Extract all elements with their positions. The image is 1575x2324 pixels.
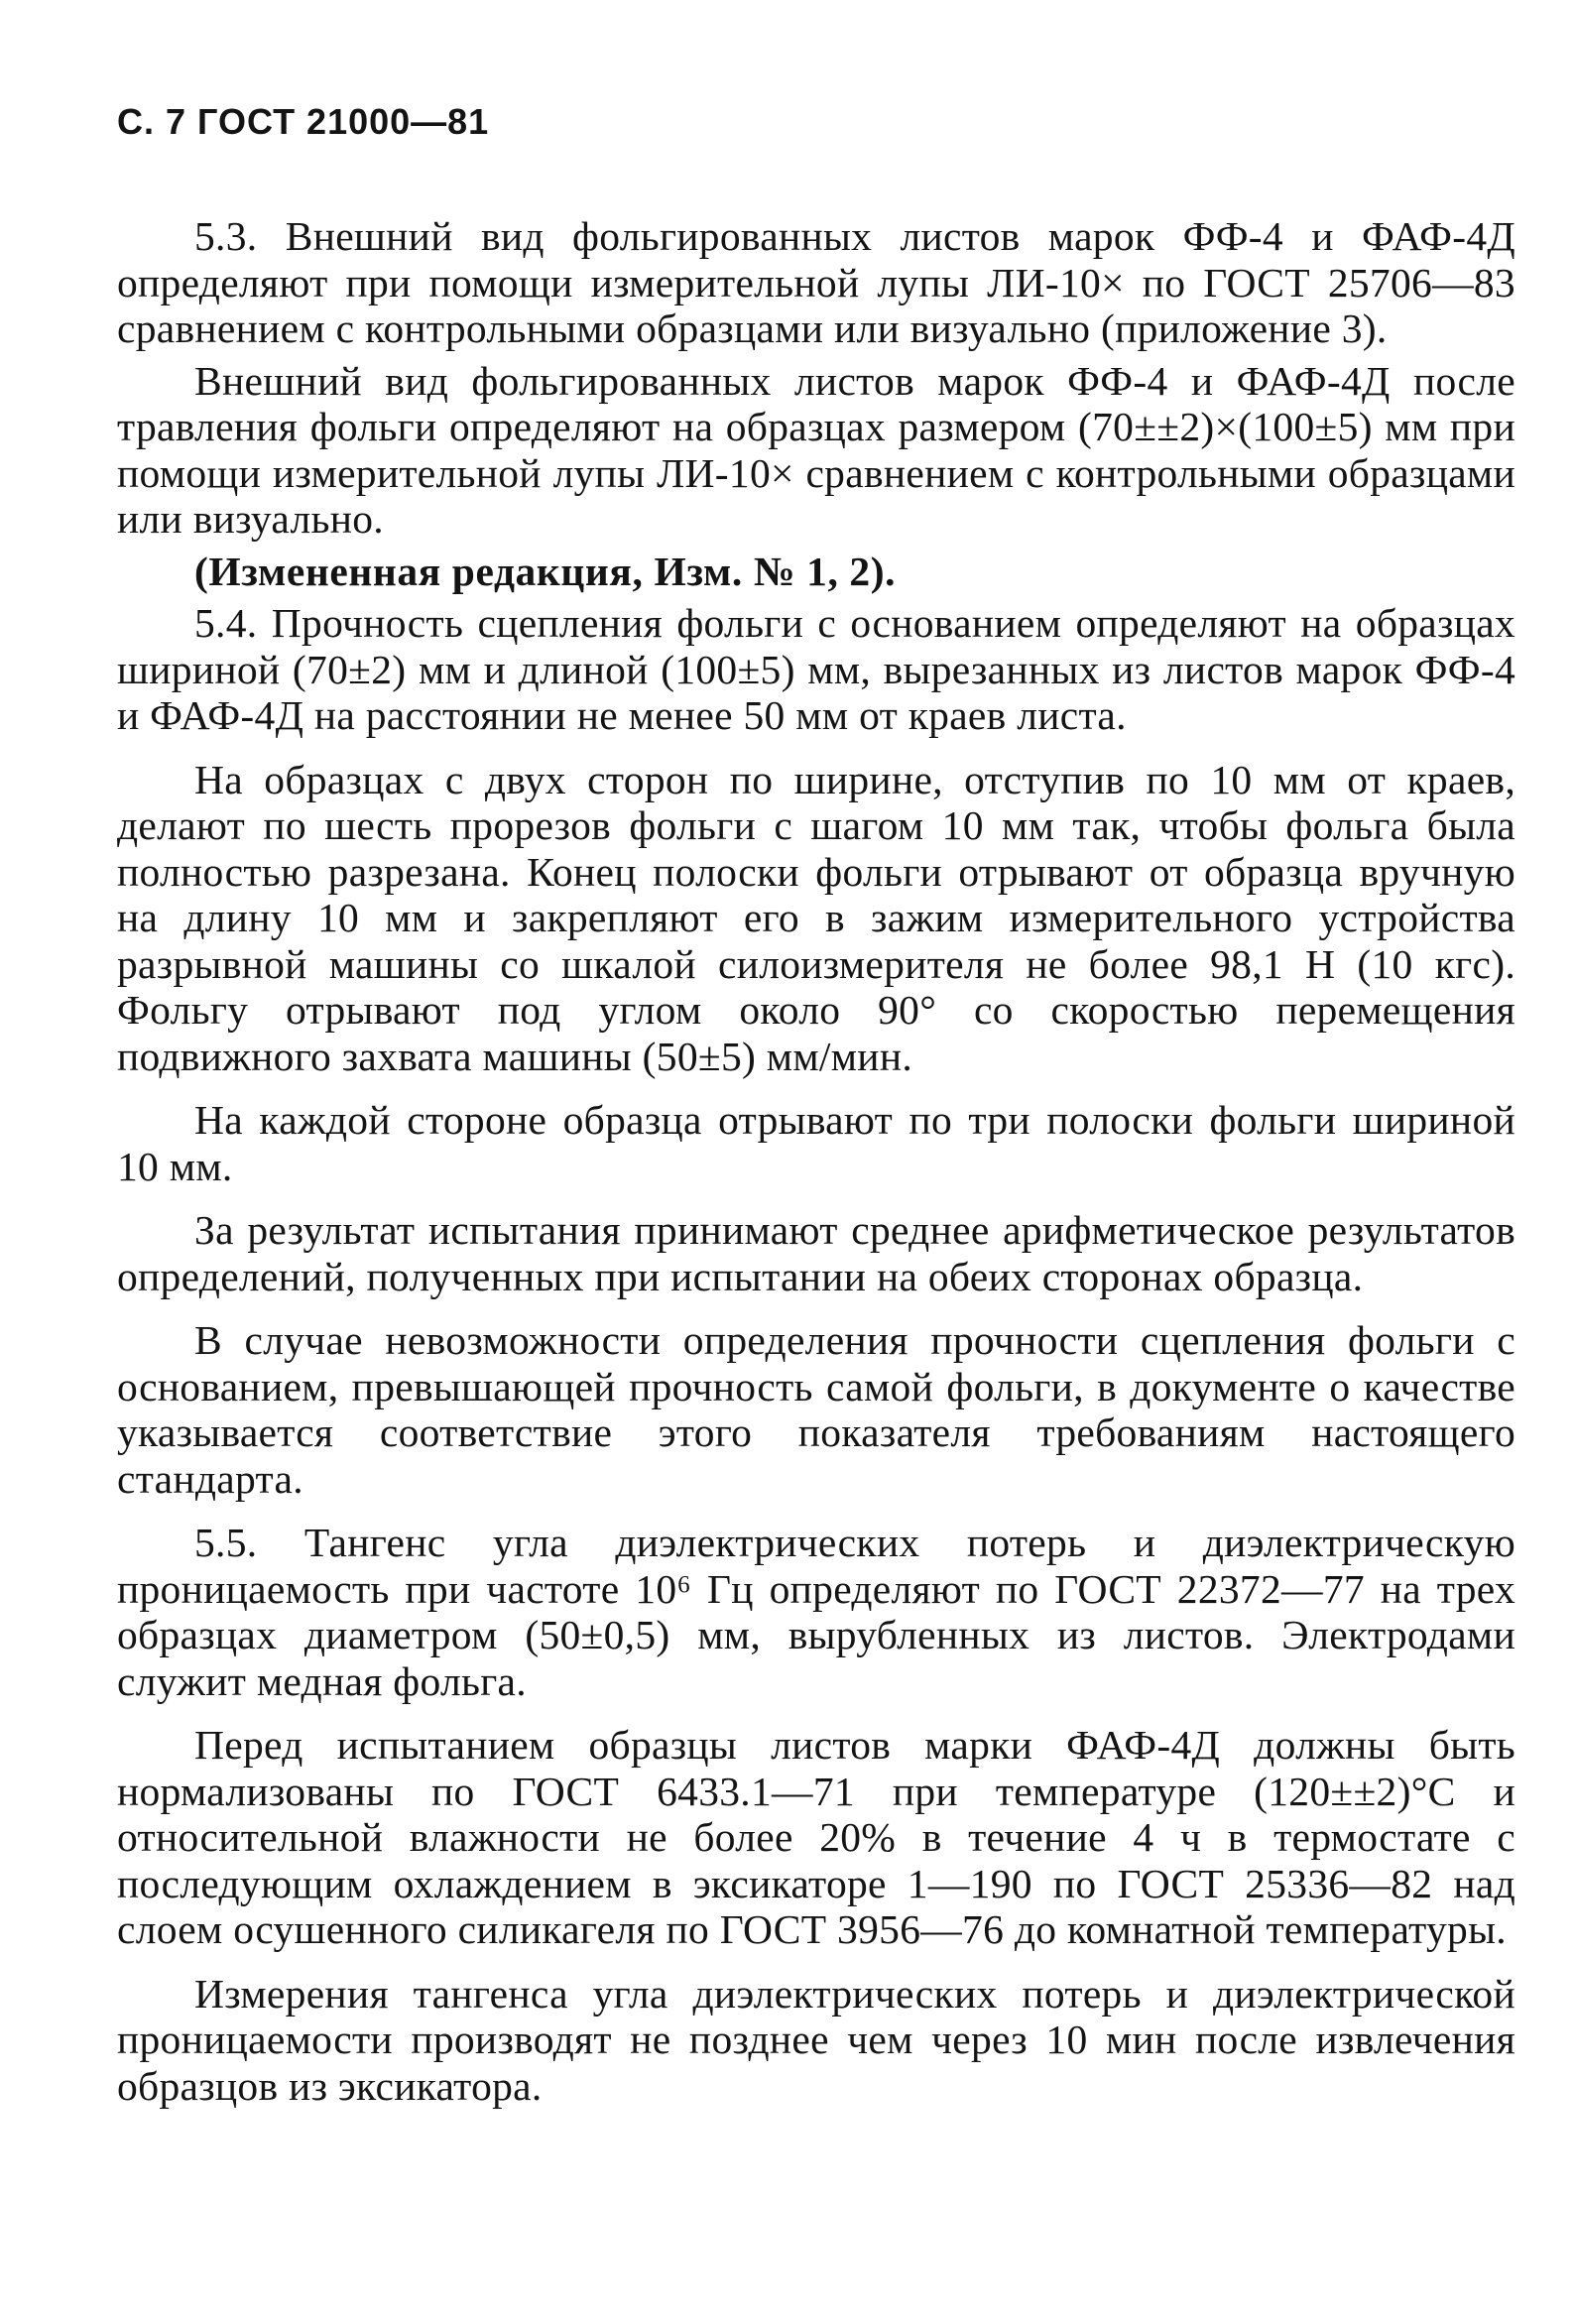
paragraph-cutting-procedure: На образцах с двух сторон по ширине, отступив по 10 мм от краев, делают по шесть прорезов фольги с шагом 10 мм так, чтобы фольга была полностью разрезана. Конец полоски фольги отрывают от образца вручную на длину 10 мм и закрепляют его в зажим измерительного устройства разрывной машины со шкалой силоизмерителя не более 98,1 Н (10 кгс). Фольгу отрывают под углом около 90° со скоростью перемещения подвижного захвата машины (50±5) мм/мин. bbox=[117, 756, 1515, 1079]
paragraph-strips-each-side: На каждой стороне образца отрывают по три полоски фольги шириной 10 мм. bbox=[117, 1097, 1515, 1189]
document-page bbox=[117, 101, 1515, 2109]
amendment-note: (Измененная редакция, Изм. № 1, 2). bbox=[194, 548, 897, 594]
paragraph-5-3: 5.3. Внешний вид фольгированных листов марок ФФ-4 и ФАФ-4Д определяют при помощи измерительной лупы ЛИ-10× по ГОСТ 25706—83 сравнением с контрольными образцами или визуально (приложение 3). bbox=[117, 213, 1515, 351]
paragraph-adhesion-exceeds: В случае невозможности определения прочности сцепления фольги с основанием, превышающей прочность самой фольги, в документе о качестве указывается соответствие этого показателя требованиям настоящего стандарта. bbox=[117, 1317, 1515, 1502]
paragraph-5-4: 5.4. Прочность сцепления фольги с основанием определяют на образцах шириной (70±2) мм и длиной (100±5) мм, вырезанных из листов марок ФФ-4 и ФАФ-4Д на расстоянии не менее 50 мм от краев листа. bbox=[117, 600, 1515, 738]
page-header: С. 7 ГОСТ 21000—81 bbox=[117, 101, 490, 142]
paragraph-conditioning: Перед испытанием образцы листов марки ФАФ-4Д должны быть нормализованы по ГОСТ 6433.1—71 при температуре (120±±2)°С и относительной влажности не более 20% в течение 4 ч в термостате с последующим охлаждением в эксикаторе 1—190 по ГОСТ 25336—82 над слоем осушенного силикагеля по ГОСТ 3956—76 до комнатной температуры. bbox=[117, 1722, 1515, 1952]
paragraph-measurement-timing: Измерения тангенса угла диэлектрических потерь и диэлектрической проницаемости производят не позднее чем через 10 мин после извлечения образцов из эксикатора. bbox=[117, 1970, 1515, 2109]
paragraph-appearance-after-etching: Внешний вид фольгированных листов марок ФФ-4 и ФАФ-4Д после травления фольги определяют на образцах размером (70±±2)×(100±5) мм при помощи измерительной лупы ЛИ-10× сравнением с контрольными образцами или визуально. bbox=[117, 357, 1515, 542]
paragraph-5-5: 5.5. Тангенс угла диэлектрических потерь и диэлектрическую проницаемость при частоте 10⁶ Гц определяют по ГОСТ 22372—77 на трех образцах диаметром (50±0,5) мм, вырубленных из листов. Электродами служит медная фольга. bbox=[117, 1520, 1515, 1704]
paragraph-test-result: За результат испытания принимают среднее арифметическое результатов определений, полученных при испытании на обеих сторонах образца. bbox=[117, 1207, 1515, 1299]
